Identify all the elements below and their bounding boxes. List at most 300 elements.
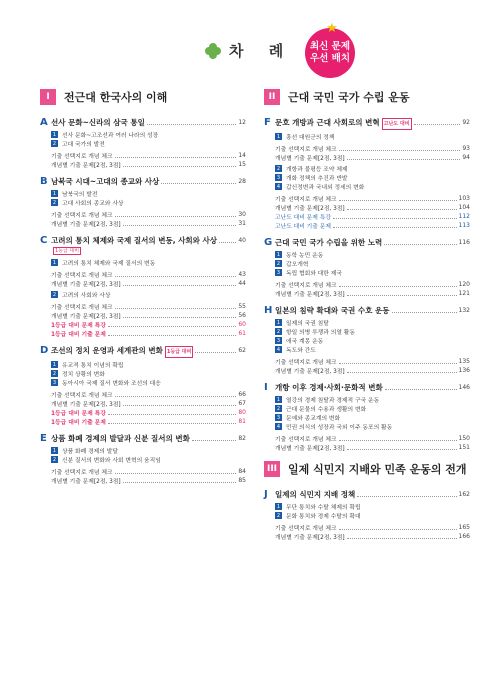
chapter-title: 근대 국민 국가 수립을 위한 노력 [275,238,383,247]
chapter [40,118,246,169]
section-item [275,404,470,413]
entry-title: 개념별 기출 문제[2점, 3점] [51,282,121,288]
section-title: 신분 질서의 변화와 사회 변혁의 움직임 [62,458,161,464]
section-number: 3 [276,269,281,276]
chapter-page: 12 [238,119,246,126]
section-title: 무단 통치와 수탈 체제의 확립 [286,505,361,511]
toc-entry [275,153,470,162]
chapter [264,383,470,452]
section-number: 2 [52,199,57,206]
dot-leader [192,434,237,441]
toc-entry [275,366,470,375]
section-number: 1 [276,319,281,326]
section-item [51,189,246,198]
chapter-title: 문호 개방과 근대 사회로의 변혁 [275,118,380,127]
entry-page: 80 [238,409,246,416]
chapter-heading [40,346,246,358]
section-number: 1 [276,396,281,403]
chapter-heading [264,306,470,316]
toc-entry [275,289,470,298]
dot-leader [147,118,237,125]
section-number: 2 [52,140,57,147]
entry-page: 113 [458,222,470,229]
chapter-title: 남북국 시대~고대의 종교와 사상 [51,177,160,186]
section-title: 흥선 대원군의 정책 [286,135,335,141]
dot-leader [384,238,456,245]
entry-page: 44 [238,280,246,287]
toc-entry [51,151,246,160]
section-number: 1 [52,447,57,454]
chapter-page: 92 [462,119,470,126]
entry-title: 개념별 기출 문제[2점, 3점] [51,402,121,408]
section-number: 2 [276,512,281,519]
entry-list [51,210,246,228]
chapter-page: 116 [458,239,470,246]
toc-entry [275,443,470,452]
entry-title: 기출 선택지로 개념 체크 [275,197,337,203]
toc-entry [51,279,246,288]
chapter-heading [264,383,470,393]
dot-leader [333,214,457,219]
dot-leader [123,313,237,318]
entry-page: 67 [238,400,246,407]
entry-page: 81 [238,418,246,425]
right-column [264,88,470,549]
chapter-heading [40,177,246,187]
chapter [40,434,246,485]
dot-leader [123,221,237,226]
toc-entry [275,280,470,289]
toc-entry [51,302,246,311]
entry-title: 기출 선택지로 개념 체크 [51,273,113,279]
toc-entry [51,329,246,338]
dot-leader [339,282,457,287]
entry-page: 43 [238,271,246,278]
chapter-letter: H [264,305,273,316]
dot-leader [333,223,457,228]
entry-page: 84 [238,468,246,475]
part-title: 전근대 한국사의 이해 [64,91,168,104]
section-number: 1 [52,190,57,197]
toc-entry [275,144,470,153]
entry-list [275,280,470,298]
section-title: 갑오개혁 [286,262,309,268]
section-number: 4 [276,346,281,353]
chapter-page: 28 [238,178,246,185]
chapter-title: 고려의 통치 체제와 국제 질서의 변동, 사회와 사상 [51,236,218,245]
toc-entry [275,523,470,532]
chapter-title: 선사 문화~신라의 삼국 통일 [51,118,145,127]
entry-list [51,467,246,485]
chapter-page: 82 [238,435,246,442]
chapter [40,236,246,338]
toc-title [205,40,293,61]
dot-leader [115,304,237,309]
dot-leader [385,383,457,390]
chapter-letter: F [264,117,271,128]
chapter-title: 상품 화폐 경제의 발달과 신분 질서의 변화 [51,434,190,443]
section-title: 애국 계몽 운동 [286,339,324,345]
entry-title: 개념별 기출 문제[2점, 3점] [51,479,121,485]
entry-title: 기출 선택지로 개념 체크 [51,305,113,311]
entry-page: 15 [238,161,246,168]
toc-entry [51,160,246,169]
dot-leader [115,212,237,217]
entry-title: 고난도 대비 기출 문제 [275,224,331,230]
entry-list [275,523,470,541]
entry-page: 30 [238,211,246,218]
section-item [275,336,470,345]
section-list [51,290,246,299]
badge-line2: 우선 배치 [309,53,350,64]
section-number: 3 [276,174,281,181]
entry-title: 개념별 기출 문제[2점, 3점] [275,156,345,162]
toc-entry [51,270,246,279]
entry-page: 94 [462,154,470,161]
entry-title: 기출 선택지로 개념 체크 [275,283,337,289]
dot-leader [123,162,237,167]
section-item [51,369,246,378]
section-number: 2 [52,291,57,298]
entry-title: 1등급 대비 문제 특강 [51,411,106,417]
entry-page: 136 [458,367,470,374]
chapter-letter: I [264,382,268,393]
chapter [40,177,246,228]
section-title: 독도와 간도 [286,348,316,354]
toc-entry [51,390,246,399]
badge-line1: 최신 문제 [309,41,350,52]
entry-page: 150 [458,435,470,442]
dot-leader [339,196,457,201]
toc-entry [275,212,470,221]
entry-title: 기출 선택지로 개념 체크 [51,213,113,219]
section-number: 2 [276,165,281,172]
entry-title: 기출 선택지로 개념 체크 [275,147,337,153]
section-item [275,318,470,327]
dot-leader [123,401,237,406]
part-title: 일제 식민지 지배와 민족 운동의 전개 [288,463,467,476]
section-item [275,259,470,268]
section-number: 1 [276,251,281,258]
entry-title: 1등급 대비 기출 문제 [51,332,106,338]
section-title: 개화 정책의 추진과 반발 [286,176,348,182]
section-list [275,250,470,277]
dot-leader [161,177,236,184]
entry-page: 120 [458,281,470,288]
toc-entry [51,417,246,426]
chapter-title: 일본의 침략 확대와 국권 수호 운동 [275,306,390,315]
part-number: II [264,89,280,105]
section-item [275,345,470,354]
dot-leader [195,346,236,353]
section-list [275,502,470,520]
section-item [275,164,470,173]
level-tag-line [51,246,246,256]
dot-leader [414,118,461,125]
section-list [51,130,246,148]
section-item [275,132,470,141]
dot-leader [115,392,237,397]
entry-title: 개념별 기출 문제[2점, 3점] [275,446,345,452]
level-tag: 고난도 대비 [382,118,412,130]
chapter-page: 162 [458,491,470,498]
clover-icon [205,43,221,59]
section-title: 동아시아 국제 질서 변화와 조선의 대응 [62,381,161,387]
section-title: 고대 국가의 발전 [62,142,105,148]
section-item [275,327,470,336]
chapter [264,118,470,230]
toc-entry [275,194,470,203]
chapter-heading [264,118,470,130]
section-item [51,139,246,148]
entry-page: 55 [238,303,246,310]
entry-list [275,194,470,230]
section-item [275,268,470,277]
section-number: 4 [276,423,281,430]
section-number: 2 [52,370,57,377]
entry-page: 93 [462,145,470,152]
dot-leader [219,236,236,243]
entry-title: 개념별 기출 문제[2점, 3점] [275,535,345,541]
section-number: 1 [52,131,57,138]
toc-entry [51,320,246,329]
toc-entry [51,476,246,485]
dot-leader [339,436,457,441]
chapter-letter: D [40,345,49,356]
page-title: 차 례 [229,42,294,60]
entry-list [51,302,246,338]
entry-title: 기출 선택지로 개념 체크 [275,526,337,532]
entry-page: 151 [458,444,470,451]
dot-leader [339,359,457,364]
part-number: III [264,461,280,477]
section-title: 민권 의식의 성장과 국외 이주 동포의 활동 [286,425,393,431]
part-number: I [40,89,56,105]
section-item [51,130,246,139]
chapter-letter: J [264,489,268,500]
chapter-letter: E [40,433,47,444]
section-list [51,360,246,387]
section-number: 2 [276,328,281,335]
chapter-letter: B [40,176,48,187]
section-number: 3 [52,379,57,386]
section-item [275,395,470,404]
section-title: 상품 화폐 경제의 발달 [62,449,118,455]
badge [305,21,355,78]
toc-entry [51,311,246,320]
toc-entry [275,532,470,541]
chapter-letter: C [40,235,48,246]
section-title: 갑신정변과 국내외 정세의 변화 [286,185,365,191]
section-title: 열강의 경제 침탈과 경제적 구국 운동 [286,398,380,404]
chapter [264,306,470,375]
section-number: 4 [276,183,281,190]
entry-page: 85 [238,477,246,484]
entry-page: 66 [238,391,246,398]
section-number: 2 [276,260,281,267]
entry-list [275,357,470,375]
chapter-title: 개항 이후 경제·사회·문화적 변화 [275,383,383,392]
entry-title: 기출 선택지로 개념 체크 [51,470,113,476]
entry-page: 60 [238,321,246,328]
section-item [275,511,470,520]
chapter [264,238,470,298]
section-item [275,413,470,422]
dot-leader [115,272,237,277]
section-list [51,258,246,267]
section-title: 독립 협회와 대한 제국 [286,271,342,277]
section-item [275,422,470,431]
part-title: 근대 국민 국가 수립 운동 [288,91,410,104]
entry-list [51,390,246,426]
level-tag: 1등급 대비 [165,346,194,358]
entry-title: 고난도 대비 문제 특강 [275,215,331,221]
section-item [51,198,246,207]
section-title: 고려의 사회와 사상 [62,293,111,299]
chapter-letter: A [40,117,48,128]
entry-page: 14 [238,152,246,159]
chapter [264,490,470,541]
part-header [40,88,246,106]
section-number: 2 [276,405,281,412]
dot-leader [115,153,237,158]
entry-page: 165 [458,524,470,531]
toc-entry [275,221,470,230]
dot-leader [108,331,236,336]
toc-entry [51,467,246,476]
section-title: 항일 의병 투쟁과 의열 활동 [286,330,355,336]
entry-title: 1등급 대비 문제 특강 [51,323,106,329]
entry-title: 개념별 기출 문제[2점, 3점] [51,163,121,169]
section-number: 1 [276,133,281,140]
dot-leader [108,322,236,327]
dot-leader [108,419,236,424]
dot-leader [123,478,237,483]
section-title: 고대 사회의 종교와 사상 [62,201,124,207]
part-header [264,460,470,478]
section-number: 3 [276,414,281,421]
dot-leader [357,490,456,497]
entry-title: 기출 선택지로 개념 체크 [275,437,337,443]
section-title: 문화 통치와 경제 수탈의 확대 [286,514,361,520]
entry-title: 기출 선택지로 개념 체크 [51,393,113,399]
section-list [51,189,246,207]
dot-leader [347,368,457,373]
section-number: 1 [52,259,57,266]
chapter-page: 62 [238,347,246,354]
section-number: 1 [52,361,57,368]
section-title: 정치 상황의 변화 [62,372,105,378]
chapter-letter: G [264,237,273,248]
chapter-page: 132 [458,307,470,314]
section-title: 근대 문물의 수용과 생활의 변화 [286,407,367,413]
entry-title: 개념별 기출 문제[2점, 3점] [51,314,121,320]
section-title: 선사 문화~고조선과 여러 나라의 성장 [62,133,159,139]
dot-leader [339,525,457,530]
entry-title: 기출 선택지로 개념 체크 [275,360,337,366]
chapter-title: 일제의 식민지 지배 정책 [275,490,356,499]
entry-list [275,434,470,452]
section-number: 2 [52,456,57,463]
section-number: 3 [276,337,281,344]
section-title: 일제의 국권 침탈 [286,321,329,327]
dot-leader [115,469,237,474]
entry-list [51,151,246,169]
chapter-page: 40 [238,237,246,244]
section-item [51,360,246,369]
entry-page: 103 [458,195,470,202]
entry-page: 56 [238,312,246,319]
entry-title: 개념별 기출 문제[2점, 3점] [275,369,345,375]
chapter-page: 146 [458,384,470,391]
section-item [51,378,246,387]
entry-title: 개념별 기출 문제[2점, 3점] [275,206,345,212]
chapter-heading [40,236,246,246]
toc-entry [275,434,470,443]
dot-leader [123,281,237,286]
chapter-heading [40,434,246,444]
toc-entry [51,219,246,228]
section-item [51,258,246,267]
dot-leader [108,410,236,415]
level-tag: 1등급 대비 [55,248,80,254]
section-item [51,446,246,455]
toc-entry [275,357,470,366]
entry-title: 1등급 대비 기출 문제 [51,420,106,426]
section-item [51,290,246,299]
dot-leader [347,205,457,210]
entry-page: 104 [458,204,470,211]
chapter [40,346,246,426]
dot-leader [339,146,461,151]
section-title: 고려의 통치 체제와 국제 질서의 변동 [62,261,156,267]
entry-page: 166 [458,533,470,540]
entry-page: 135 [458,358,470,365]
section-list [275,132,470,141]
entry-page: 121 [458,290,470,297]
toc-entry [51,399,246,408]
section-item [51,455,246,464]
toc-entry [275,203,470,212]
entry-page: 61 [238,330,246,337]
section-title: 개항과 불평등 조약 체제 [286,167,348,173]
entry-title: 개념별 기출 문제[2점, 3점] [51,222,121,228]
section-list [275,164,470,191]
entry-list [51,270,246,288]
section-title: 문예와 종교계의 변화 [286,416,341,422]
part-header [264,88,470,106]
section-title: 남북국의 발전 [62,192,98,198]
entry-page: 112 [458,213,470,220]
section-title: 동학 농민 운동 [286,253,324,259]
star-icon: ★ [326,21,338,36]
toc-entry [51,210,246,219]
section-list [275,395,470,431]
section-item [275,173,470,182]
dot-leader [347,534,457,539]
section-title: 유교적 통치 이념의 확립 [62,363,124,369]
dot-leader [347,291,457,296]
toc-entry [51,408,246,417]
dot-leader [392,306,457,313]
entry-page: 31 [238,220,246,227]
dot-leader [347,445,457,450]
chapter-heading [264,238,470,248]
entry-title: 기출 선택지로 개념 체크 [51,154,113,160]
section-item [275,502,470,511]
dot-leader [347,155,461,160]
chapter-heading [40,118,246,128]
